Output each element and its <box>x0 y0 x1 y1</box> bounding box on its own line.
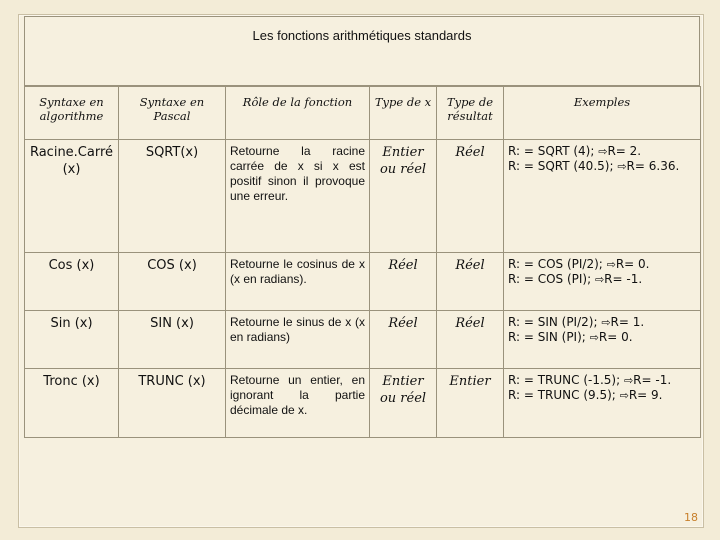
example-code: R: = SQRT (4); <box>508 144 599 158</box>
header-examples: Exemples <box>504 87 701 140</box>
cell-algo: Sin (x) <box>25 311 119 369</box>
functions-table <box>24 86 701 438</box>
cell-examples <box>504 369 701 438</box>
right-arrow-icon: ⇨ <box>617 160 627 173</box>
cell-role: Retourne la racine carrée de x si x est positif sinon il provoque une erreur. <box>226 140 370 253</box>
right-arrow-icon: ⇨ <box>619 389 629 402</box>
example-line <box>508 315 696 330</box>
right-arrow-icon: ⇨ <box>589 331 599 344</box>
right-arrow-icon: ⇨ <box>594 273 605 286</box>
example-result: R= 2. <box>607 144 642 158</box>
example-code: R: = SQRT (40.5); <box>508 159 618 173</box>
cell-examples <box>504 253 701 311</box>
example-code: R: = SIN (PI/2); <box>508 315 602 329</box>
example-code: R: = COS (PI/2); <box>508 257 607 271</box>
cell-examples <box>504 140 701 253</box>
example-result: R= -1. <box>633 373 672 387</box>
example-result: R= 1. <box>610 315 645 329</box>
example-line <box>508 257 696 272</box>
example-code: R: = TRUNC (9.5); <box>508 388 620 402</box>
right-arrow-icon: ⇨ <box>598 145 608 158</box>
cell-type-result: Réel <box>437 253 504 311</box>
right-arrow-icon: ⇨ <box>606 258 616 271</box>
table-row <box>25 311 701 369</box>
cell-pascal: TRUNC (x) <box>119 369 226 438</box>
example-result: R= 6.36. <box>626 159 680 173</box>
cell-type-x: Réel <box>370 311 437 369</box>
table-row <box>25 140 701 253</box>
cell-pascal: SQRT(x) <box>119 140 226 253</box>
header-type-x: Type de x <box>370 87 437 140</box>
cell-examples <box>504 311 701 369</box>
table-row <box>25 253 701 311</box>
example-line <box>508 144 696 159</box>
cell-type-x: Entier ou réel <box>370 369 437 438</box>
header-type-result: Type de résultat <box>437 87 504 140</box>
cell-pascal: SIN (x) <box>119 311 226 369</box>
title-bar <box>24 16 700 86</box>
cell-algo: Tronc (x) <box>25 369 119 438</box>
header-role: Rôle de la fonction <box>226 87 370 140</box>
example-code: R: = SIN (PI); <box>508 330 590 344</box>
example-result: R= 0. <box>615 257 650 271</box>
example-result: R= 9. <box>628 388 663 402</box>
example-line <box>508 373 696 388</box>
right-arrow-icon: ⇨ <box>601 316 611 329</box>
cell-algo: Cos (x) <box>25 253 119 311</box>
example-code: R: = TRUNC (-1.5); <box>508 373 624 387</box>
example-line <box>508 159 696 174</box>
cell-type-result: Réel <box>437 140 504 253</box>
table-row <box>25 369 701 438</box>
example-line <box>508 272 696 287</box>
cell-pascal: COS (x) <box>119 253 226 311</box>
cell-type-result: Entier <box>437 369 504 438</box>
example-result: R= 0. <box>598 330 633 344</box>
right-arrow-icon: ⇨ <box>623 374 634 387</box>
cell-role: Retourne le cosinus de x (x en radians). <box>226 253 370 311</box>
example-result: R= -1. <box>604 272 643 286</box>
cell-type-result: Réel <box>437 311 504 369</box>
table-header-row <box>25 87 701 140</box>
header-syntax-algo: Syntaxe en algorithme <box>25 87 119 140</box>
cell-algo: Racine.Carré (x) <box>25 140 119 253</box>
cell-role: Retourne le sinus de x (x en radians) <box>226 311 370 369</box>
example-line <box>508 330 696 345</box>
header-syntax-pascal: Syntaxe en Pascal <box>119 87 226 140</box>
example-code: R: = COS (PI); <box>508 272 595 286</box>
cell-type-x: Réel <box>370 253 437 311</box>
page-title: Les fonctions arithmétiques standards <box>252 28 472 43</box>
example-line <box>508 388 696 403</box>
cell-type-x: Entier ou réel <box>370 140 437 253</box>
page-number: 18 <box>684 511 698 524</box>
cell-role: Retourne un entier, en ignorant la partie décimale de x. <box>226 369 370 438</box>
